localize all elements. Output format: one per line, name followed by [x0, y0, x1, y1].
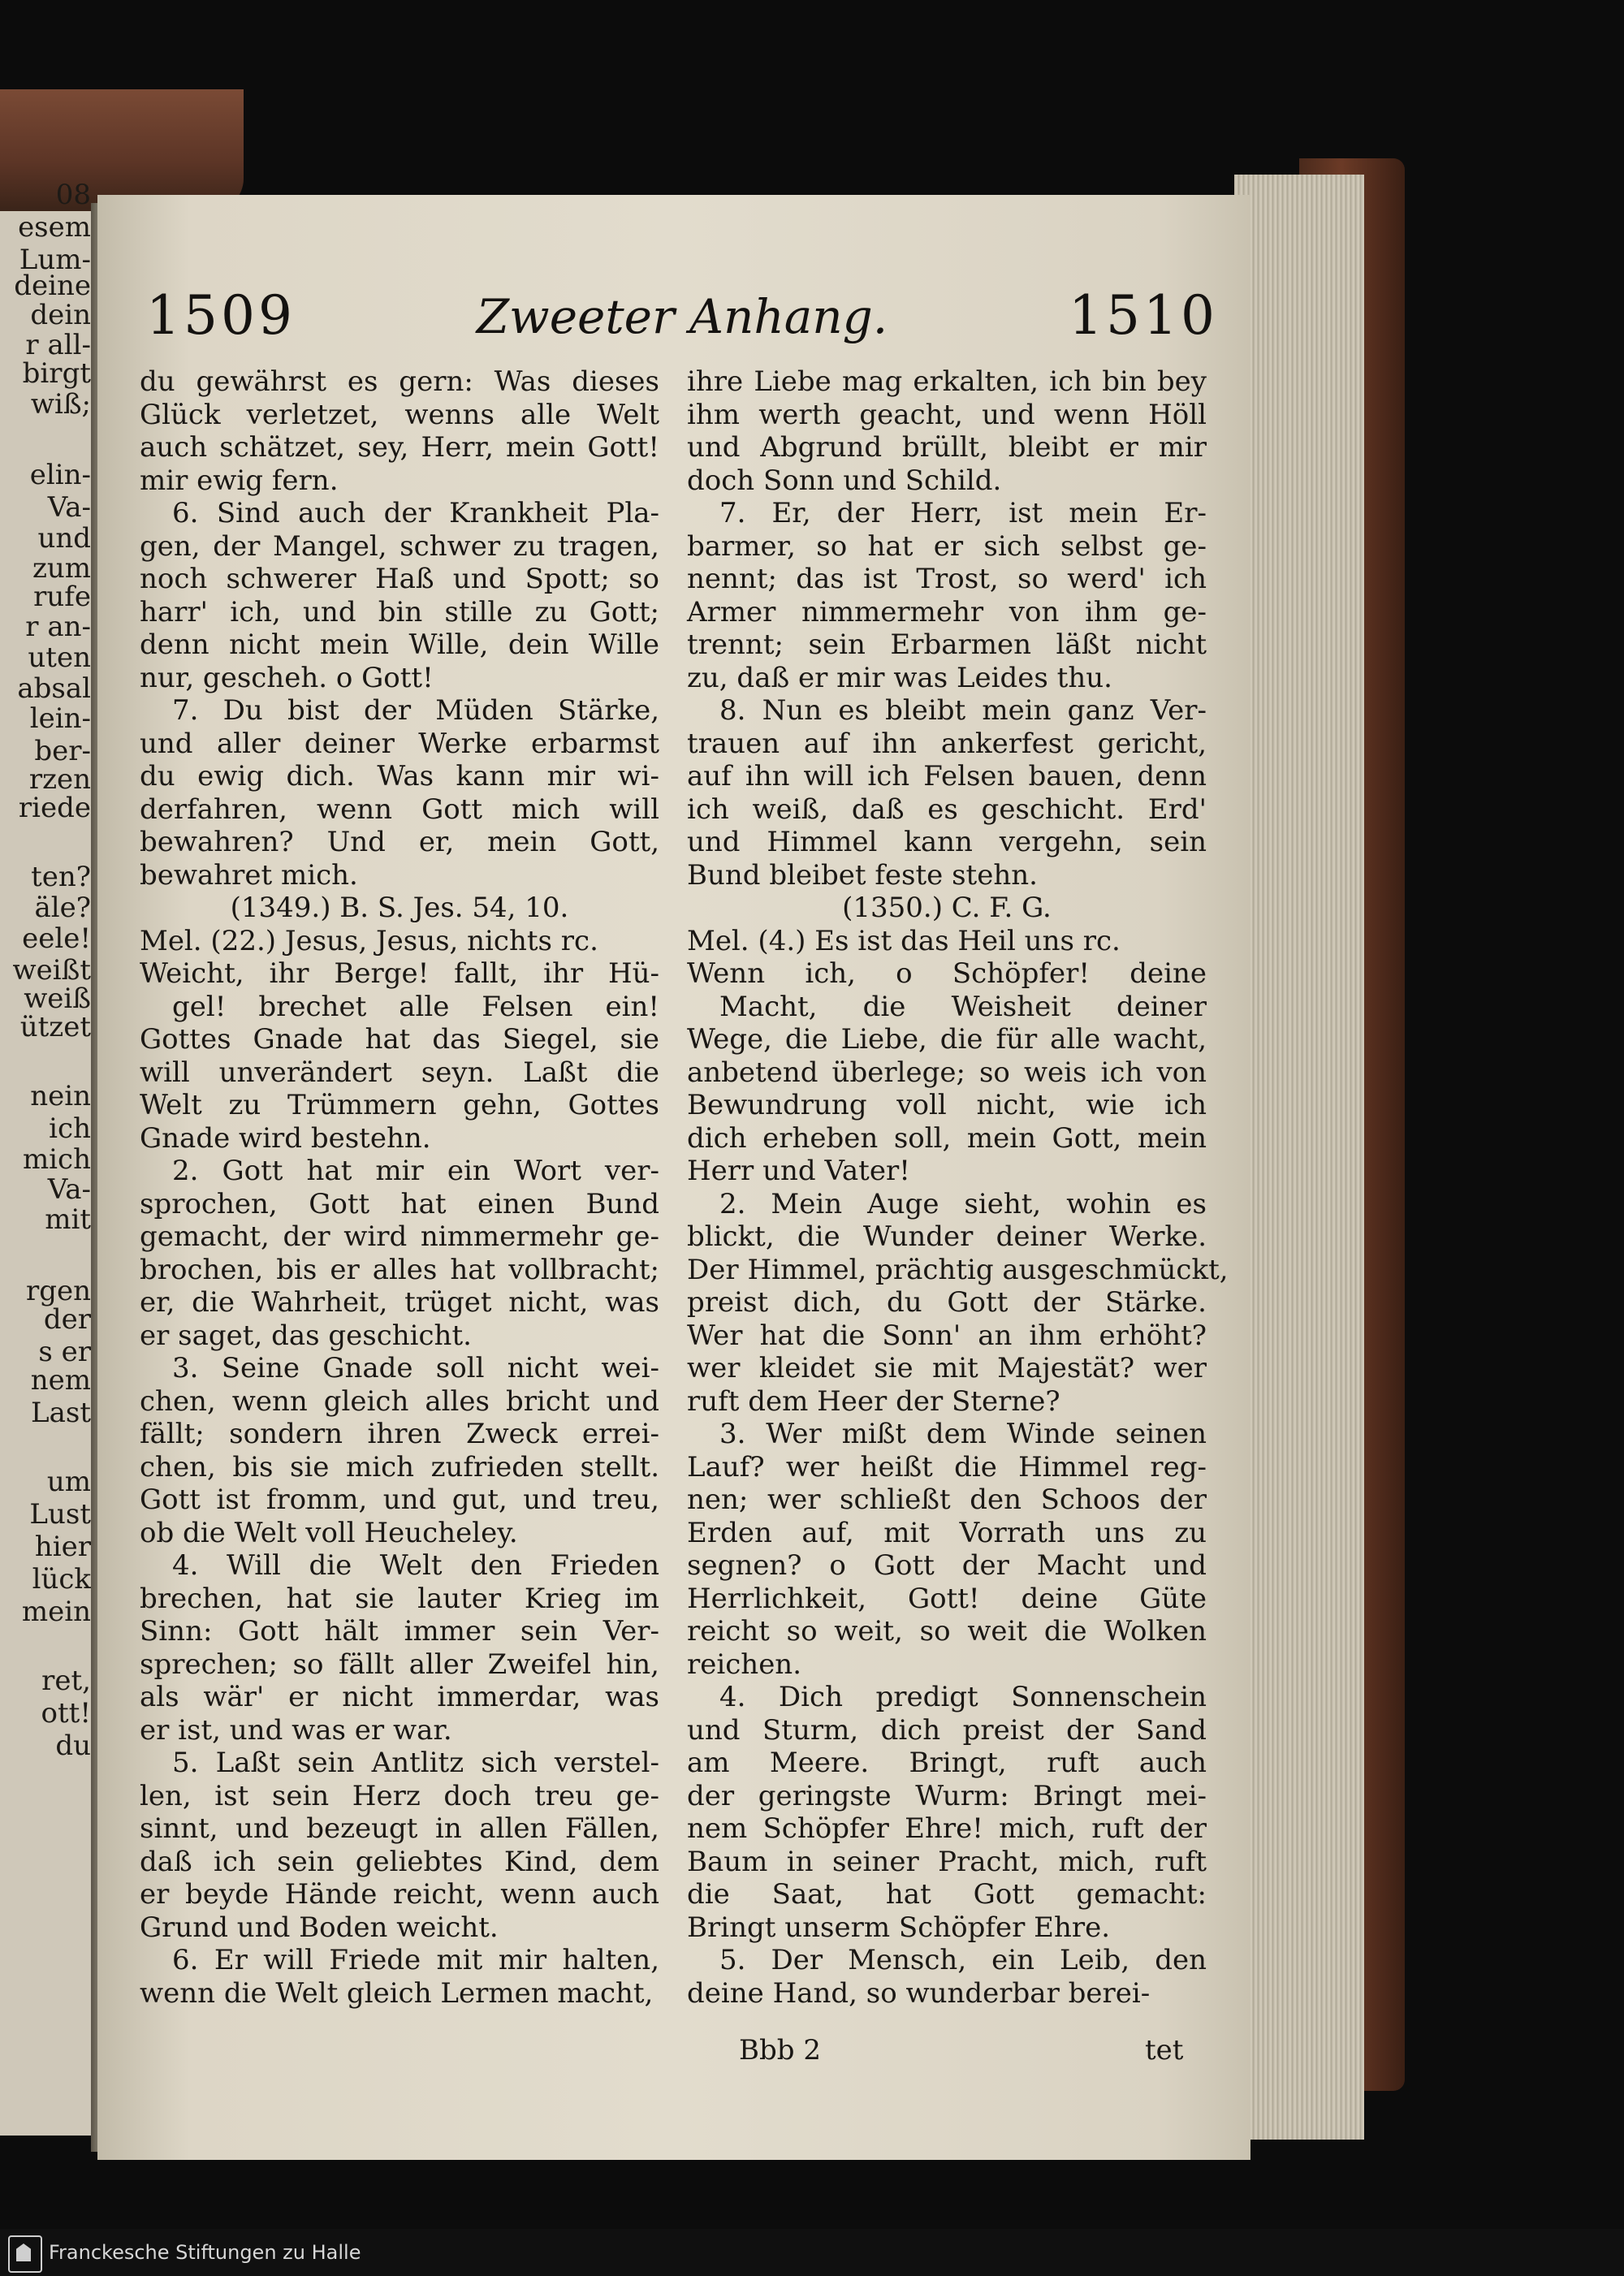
text-line: Bund bleibet feste stehn.	[687, 858, 1038, 892]
text-line: ihre Liebe mag erkalten, ich bin bey	[687, 365, 1207, 398]
institution-name: Franckesche Stiftungen zu Halle	[49, 2241, 361, 2264]
text-line: Sinn: Gott hält immer sein Ver-	[140, 1615, 659, 1648]
text-line: 2. Mein Auge sieht, wohin es	[719, 1187, 1207, 1220]
text-line: segnen? o Gott der Macht und	[687, 1549, 1207, 1582]
text-line: er, die Wahrheit, trüget nicht, was	[140, 1286, 659, 1319]
text-line: ruft dem Heer der Sterne?	[687, 1384, 1060, 1418]
edge-text-fragment: zum	[32, 552, 91, 585]
edge-text-fragment: mit	[45, 1203, 91, 1236]
text-line: Grund und Boden weicht.	[140, 1911, 499, 1944]
text-line: und Himmel kann vergehn, sein	[687, 826, 1207, 858]
edge-text-fragment: rgen	[25, 1275, 91, 1307]
right-page-number: 1510	[1069, 284, 1218, 347]
edge-text-fragment: mich	[22, 1143, 91, 1176]
text-line: Wege, die Liebe, die für alle wacht,	[687, 1023, 1207, 1056]
edge-text-fragment: eele!	[22, 922, 91, 955]
book-spine-top	[0, 89, 244, 211]
edge-text-fragment: äle?	[34, 892, 91, 924]
edge-text-fragment: der	[43, 1303, 91, 1336]
right-text-column	[687, 365, 1229, 2010]
text-line: 2. Gott hat mir ein Wort ver-	[172, 1155, 659, 1187]
text-line: und aller deiner Werke erbarmst	[140, 727, 659, 760]
text-line: Gott ist fromm, und gut, und treu,	[140, 1484, 659, 1516]
text-line: barmer, so hat er sich selbst ge-	[687, 529, 1207, 563]
text-line: trauen auf ihn ankerfest gericht,	[687, 727, 1207, 760]
text-line: sprechen; so fällt aller Zweifel hin,	[140, 1648, 659, 1681]
text-line: brechen, hat sie lauter Krieg im	[140, 1582, 659, 1615]
text-line: 6. Sind auch der Krankheit Pla-	[172, 497, 659, 529]
text-line: nen; wer schließt den Schoos der	[687, 1484, 1207, 1516]
text-line: Wenn ich, o Schöpfer! deine	[687, 957, 1207, 990]
edge-text-fragment: Lust	[29, 1498, 91, 1531]
text-line: doch Sonn und Schild.	[687, 464, 1002, 497]
text-line: auf ihn will ich Felsen bauen, denn	[687, 760, 1207, 792]
edge-text-fragment: absal	[17, 672, 91, 705]
text-line: Bringt unserm Schöpfer Ehre.	[687, 1911, 1111, 1944]
text-line: noch schwerer Haß und Spott; so	[140, 563, 659, 595]
text-line: deine Hand, so wunderbar berei-	[687, 1976, 1151, 2010]
text-line: die Saat, hat Gott gemacht:	[687, 1878, 1207, 1911]
text-line: gel! brechet alle Felsen ein!	[172, 990, 659, 1023]
text-line: Mel. (4.) Es ist das Heil uns rc.	[687, 924, 1121, 957]
text-line: will unverändert seyn. Laßt die	[140, 1056, 659, 1089]
right-page	[97, 195, 1250, 2160]
edge-text-fragment: mein	[21, 1596, 91, 1628]
edge-text-fragment: dein	[30, 299, 91, 331]
text-line: sprochen, Gott hat einen Bund	[140, 1187, 659, 1220]
text-line: preist dich, du Gott der Stärke.	[687, 1286, 1207, 1319]
edge-text-fragment: du	[55, 1730, 91, 1762]
text-line: gen, der Mangel, schwer zu tragen,	[140, 529, 659, 563]
text-line: (1350.) C. F. G.	[842, 892, 1052, 924]
text-line: als wär' er nicht immerdar, was	[140, 1681, 659, 1713]
text-line: ich weiß, daß es geschicht. Erd'	[687, 792, 1207, 826]
text-line: Lauf? wer heißt die Himmel reg-	[687, 1450, 1207, 1484]
text-line: 7. Er, der Herr, ist mein Er-	[719, 497, 1207, 529]
text-line: len, ist sein Herz doch treu ge-	[140, 1779, 659, 1812]
text-line: wer kleidet sie mit Majestät? wer	[687, 1352, 1207, 1384]
edge-text-fragment: hier	[34, 1531, 91, 1563]
text-line: am Meere. Bringt, ruft auch	[687, 1747, 1207, 1779]
text-line: Glück verletzet, wenns alle Welt	[140, 398, 659, 431]
edge-text-fragment: lück	[32, 1563, 91, 1596]
edge-text-fragment: 08	[55, 179, 91, 211]
text-line: dich erheben soll, mein Gott, mein	[687, 1121, 1207, 1155]
text-line: denn nicht mein Wille, dein Wille	[140, 628, 659, 661]
text-line: chen, wenn gleich alles bricht und	[140, 1384, 659, 1418]
text-line: ob die Welt voll Heucheley.	[140, 1516, 518, 1549]
text-line: und Abgrund brüllt, bleibt er mir	[687, 431, 1207, 464]
text-line: 8. Nun es bleibt mein ganz Ver-	[719, 694, 1207, 727]
text-line: Erden auf, mit Vorrath uns zu	[687, 1516, 1207, 1549]
text-line: harr' ich, und bin stille zu Gott;	[140, 595, 659, 628]
text-line: du gewährst es gern: Was dieses	[140, 365, 659, 398]
text-line: Bewundrung voll nicht, wie ich	[687, 1089, 1207, 1121]
left-page	[0, 179, 97, 2136]
text-line: 6. Er will Friede mit mir halten,	[172, 1944, 659, 1976]
edge-text-fragment: weiß	[24, 983, 91, 1015]
text-line: derfahren, wenn Gott mich will	[140, 792, 659, 826]
text-line: du ewig dich. Was kann mir wi-	[140, 760, 659, 792]
edge-text-fragment: Va-	[47, 491, 91, 524]
edge-text-fragment: Last	[31, 1397, 91, 1429]
edge-text-fragment: ützet	[19, 1011, 91, 1043]
text-line: 4. Will die Welt den Frieden	[172, 1549, 659, 1582]
text-line: Mel. (22.) Jesus, Jesus, nichts rc.	[140, 924, 598, 957]
text-line: Armer nimmermehr von ihm ge-	[687, 595, 1207, 628]
edge-text-fragment: riede	[18, 792, 91, 824]
edge-text-fragment: ret,	[41, 1665, 91, 1697]
edge-text-fragment: esem	[18, 211, 91, 244]
text-line: auch schätzet, sey, Herr, mein Gott!	[140, 431, 659, 464]
text-line: ihm werth geacht, und wenn Höll	[687, 398, 1207, 431]
institution-logo-icon	[8, 2235, 42, 2273]
edge-text-fragment: ber-	[34, 735, 91, 767]
edge-text-fragment: ott!	[41, 1697, 91, 1730]
text-line: nur, gescheh. o Gott!	[140, 661, 434, 694]
edge-text-fragment: ten?	[31, 861, 91, 893]
edge-text-fragment: uten	[28, 641, 91, 674]
text-line: und Sturm, dich preist der Sand	[687, 1713, 1207, 1747]
text-line: Macht, die Weisheit deiner	[719, 990, 1207, 1023]
text-line: bewahren? Und er, mein Gott,	[140, 826, 659, 858]
text-line: bewahret mich.	[140, 858, 358, 892]
edge-text-fragment: birgt	[22, 357, 91, 390]
edge-text-fragment: deine	[14, 270, 91, 302]
text-line: 7. Du bist der Müden Stärke,	[172, 694, 659, 727]
text-line: sinnt, und bezeugt in allen Fällen,	[140, 1812, 659, 1845]
text-line: daß ich sein geliebtes Kind, dem	[140, 1845, 659, 1878]
text-line: Gnade wird bestehn.	[140, 1121, 431, 1155]
edge-text-fragment: lein-	[29, 702, 91, 735]
text-line: trennt; sein Erbarmen läßt nicht	[687, 628, 1207, 661]
edge-text-fragment: r all-	[25, 329, 91, 361]
text-line: 5. Laßt sein Antlitz sich verstel-	[172, 1747, 659, 1779]
edge-text-fragment: Lum-	[19, 244, 91, 276]
text-line: reichen.	[687, 1648, 802, 1681]
edge-text-fragment: wiß;	[30, 388, 91, 421]
text-line: gemacht, der wird nimmermehr ge-	[140, 1220, 659, 1253]
text-line: 3. Seine Gnade soll nicht wei-	[172, 1352, 659, 1384]
text-line: mir ewig fern.	[140, 464, 339, 497]
edge-text-fragment: r an-	[25, 611, 91, 643]
text-line: er saget, das geschicht.	[140, 1319, 472, 1352]
left-page-edge-text	[0, 179, 97, 2136]
text-line: 4. Dich predigt Sonnenschein	[719, 1681, 1207, 1713]
running-header	[146, 284, 1218, 357]
catchword: tet	[1145, 2034, 1184, 2067]
signature-mark: Bbb 2	[739, 2034, 821, 2067]
page-block-edges	[1234, 175, 1364, 2140]
text-line: 3. Wer mißt dem Winde seinen	[719, 1418, 1207, 1450]
text-line: Weicht, ihr Berge! fallt, ihr Hü-	[140, 957, 659, 990]
edge-text-fragment: und	[37, 522, 91, 555]
edge-text-fragment: um	[46, 1466, 91, 1498]
text-line: reicht so weit, so weit die Wolken	[687, 1615, 1207, 1648]
text-line: Welt zu Trümmern gehn, Gottes	[140, 1089, 659, 1121]
text-line: Baum in seiner Pracht, mich, ruft	[687, 1845, 1207, 1878]
running-title: Zweeter Anhang.	[476, 289, 888, 344]
text-line: Gottes Gnade hat das Siegel, sie	[140, 1023, 659, 1056]
text-line: Wer hat die Sonn' an ihm erhöht?	[687, 1319, 1207, 1352]
edge-text-fragment: rzen	[28, 763, 91, 796]
text-line: (1349.) B. S. Jes. 54, 10.	[230, 892, 569, 924]
left-text-column	[140, 365, 659, 2010]
edge-text-fragment: nem	[30, 1364, 91, 1397]
edge-text-fragment: nein	[30, 1080, 91, 1112]
text-line: 5. Der Mensch, ein Leib, den	[719, 1944, 1207, 1976]
text-line: zu, daß er mir was Leides thu.	[687, 661, 1112, 694]
text-line: er ist, und was er war.	[140, 1713, 452, 1747]
left-page-number: 1509	[146, 284, 296, 347]
text-line: Der Himmel, prächtig ausgeschmückt,	[687, 1253, 1229, 1286]
text-line: fällt; sondern ihren Zweck errei-	[140, 1418, 659, 1450]
edge-text-fragment: rufe	[33, 581, 91, 613]
text-line: wenn die Welt gleich Lermen macht,	[140, 1976, 654, 2010]
text-line: er beyde Hände reicht, wenn auch	[140, 1878, 659, 1911]
text-line: Herrlichkeit, Gott! deine Güte	[687, 1582, 1207, 1615]
text-line: nem Schöpfer Ehre! mich, ruft der	[687, 1812, 1207, 1845]
text-line: der geringste Wurm: Bringt mei-	[687, 1779, 1207, 1812]
text-line: chen, bis sie mich zufrieden stellt.	[140, 1450, 659, 1484]
edge-text-fragment: weißt	[12, 954, 91, 987]
text-line: anbetend überlege; so weis ich von	[687, 1056, 1207, 1089]
text-line: brochen, bis er alles hat vollbracht;	[140, 1253, 659, 1286]
edge-text-fragment: ich	[49, 1112, 91, 1145]
edge-text-fragment: elin-	[29, 459, 91, 491]
edge-text-fragment: s er	[38, 1336, 91, 1368]
text-line: nennt; das ist Trost, so werd' ich	[687, 563, 1207, 595]
text-line: blickt, die Wunder deiner Werke.	[687, 1220, 1207, 1253]
edge-text-fragment: Va-	[47, 1173, 91, 1206]
text-line: Herr und Vater!	[687, 1155, 910, 1187]
